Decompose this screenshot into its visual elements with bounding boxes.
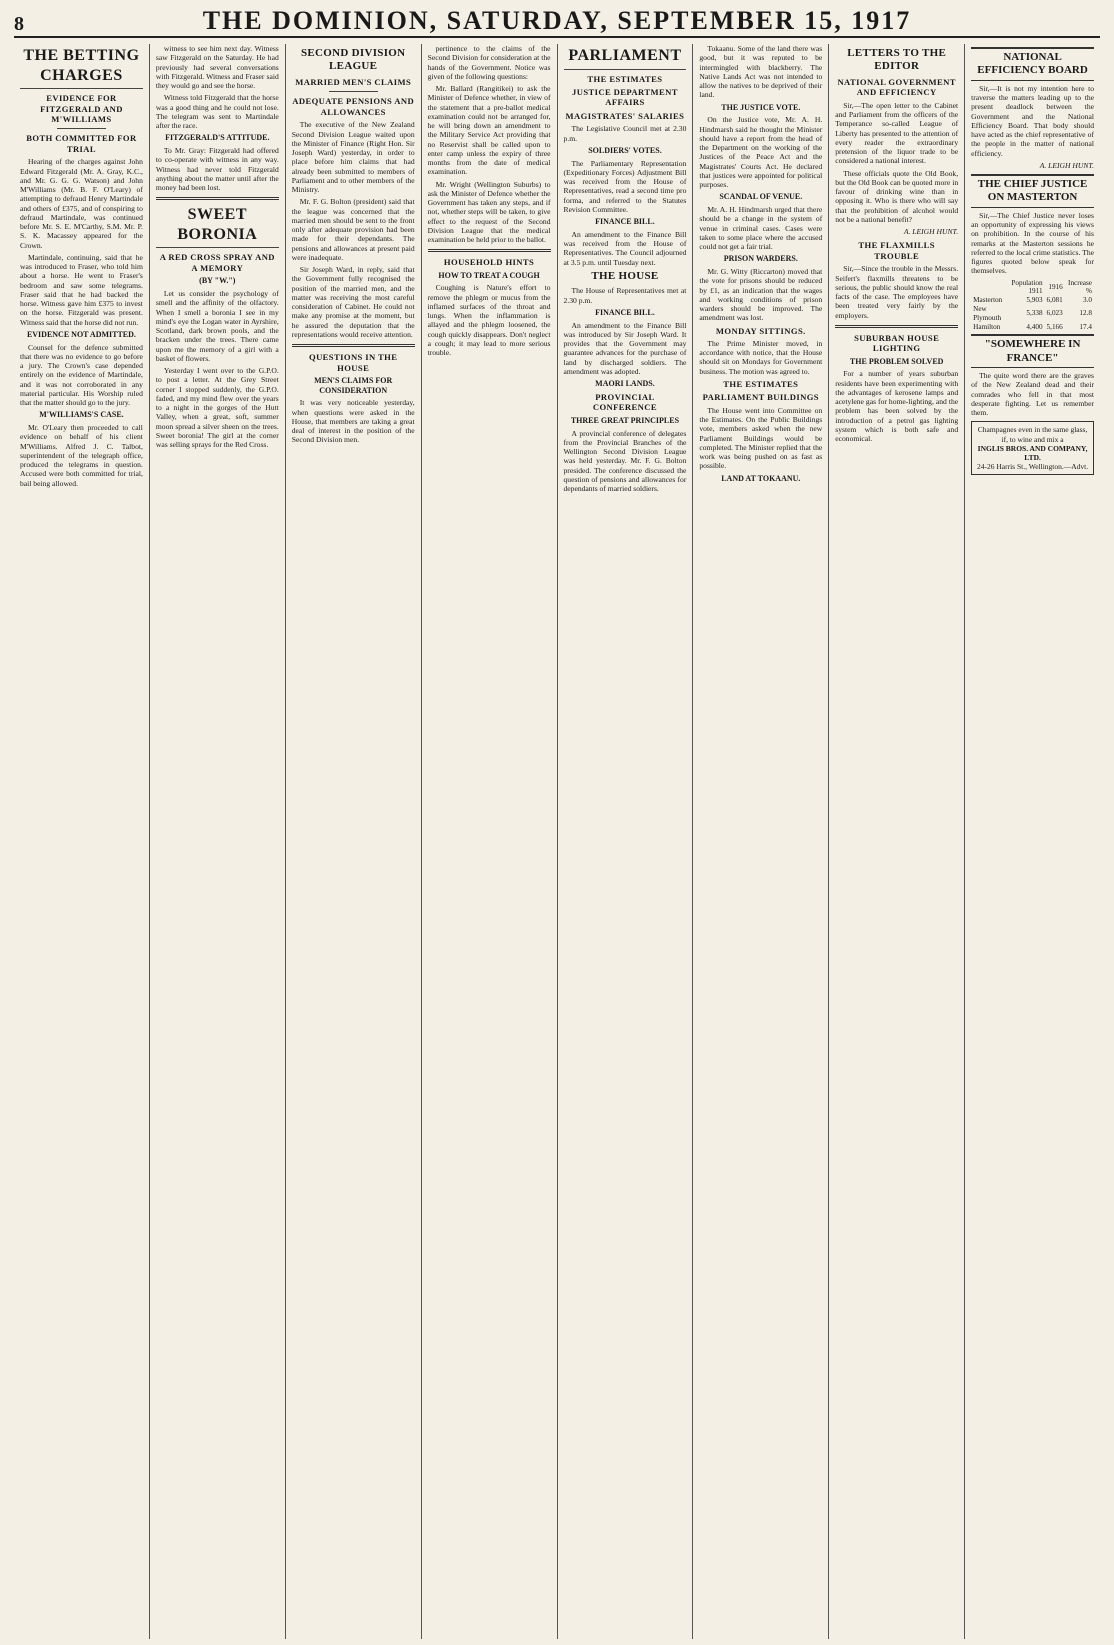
somewhere-in-france-headline: "SOMEWHERE IN FRANCE" bbox=[971, 334, 1094, 368]
section-heading: EVIDENCE NOT ADMITTED. bbox=[26, 329, 136, 339]
masthead bbox=[14, 6, 1100, 38]
article-paragraph: Yesterday I went over to the G.P.O. to post a letter. At the Grey Street corner I stopped suddenly, the G.P.O. faded, and my mind flew over the years to a night in the gorges of the Hutt Valley, when a great, soft, summer moon spread a silver sheen on the trees. Sweet boronia! The girl at the corner was selling sprays for the Red Cross. bbox=[155, 366, 279, 449]
article-paragraph: pertinence to the claims of the Second Division for consideration at the hands of the Government. Notice was given of the following questions: bbox=[427, 44, 551, 81]
article-paragraph: Witness told Fitzgerald that the horse was a good thing and he could not lose. The telegram was sent to Martindale after the race. bbox=[155, 93, 279, 130]
flaxmills-heading: THE FLAXMILLS TROUBLE bbox=[858, 240, 935, 261]
divider bbox=[329, 91, 378, 92]
article-paragraph: These officials quote the Old Book, but the Old Book can be quoted more in favour of drinking wine than in opposing it. Who is there who will say that the prohibition of alcohol would not be a national benefit? bbox=[835, 168, 959, 224]
section-heading: MAORI LANDS. bbox=[595, 379, 655, 389]
article-paragraph: Mr. O'Leary then proceeded to call evidence on behalf of his client M'Williams. Alfred J. C. Talbot, superintendent of the telegraph office, produced the telegrams in question. Accused were both committed for trial, bail being allowed. bbox=[20, 423, 143, 488]
table-cell: Masterton bbox=[973, 296, 1003, 305]
article-paragraph: The House went into Committee on the Estimates. On the Public Buildings vote, members asked when the new Parliament Buildings would be completed. The Minister replied that the work was being pushed on as fast as possible. bbox=[699, 405, 823, 471]
article-paragraph: Sir,—It is not my intention here to traverse the matters leading up to the present deadlock between the Government and the National Efficiency Board. That body should have acted as the chief representative of the people in the matter of national efficiency. bbox=[971, 83, 1094, 158]
article-paragraph: Sir Joseph Ward, in reply, said that the Government fully recognised the position of the married men, and the matter was receiving the most careful consideration of Cabinet. He could not make any promise at the moment, but he assured the deputation that the representations would receive attention. bbox=[291, 265, 415, 339]
ad-company: INGLIS BROS. AND COMPANY, LTD. bbox=[977, 443, 1088, 462]
table-cell: 17.4 bbox=[1079, 322, 1092, 331]
article-paragraph: Sir,—The open letter to the Cabinet and Parliament from the officers of the Temperance so-called League of Liberty has presented to the attention of every reader the extraordinary pretension of the liquor trade to be considered a national interest. bbox=[835, 100, 959, 166]
column-5 bbox=[557, 44, 693, 1639]
table-row bbox=[971, 305, 1094, 323]
population-table bbox=[971, 279, 1094, 332]
section-heading: FITZGERALD'S ATTITUDE. bbox=[165, 133, 270, 143]
article-paragraph: Mr. F. G. Bolton (president) said that the league was concerned that the married men should be sent to the front only after adequate provision had been made for their dependants. The pensions and allowances at present paid were inadequate. bbox=[291, 197, 415, 262]
divider bbox=[57, 128, 106, 129]
article-paragraph: The Parliamentary Representation (Expeditionary Forces) Adjustment Bill was received from the House of Representatives, read a second time pro forma, and referred to the Statutes Revision Committee. bbox=[563, 158, 687, 214]
table-header: 1916 bbox=[1048, 283, 1063, 292]
newspaper-title: THE DOMINION, SATURDAY, SEPTEMBER 15, 1917 bbox=[202, 6, 912, 35]
article-paragraph: An amendment to the Finance Bill was introduced by Sir Joseph Ward. It provides that the Government may guarantee advances for the purchase of land by discharged soldiers. The amendment was adopted. bbox=[563, 320, 687, 376]
table-cell: 6,023 bbox=[1046, 309, 1063, 318]
provincial-conference-heading: PROVINCIAL CONFERENCE bbox=[592, 391, 658, 413]
table-cell: 5,166 bbox=[1046, 322, 1063, 331]
article-paragraph: Sir,—Since the trouble in the Messrs. Seifert's flaxmills threatens to be serious, the public should know the real facts of the case. The employees have been treated very fairly by the employers. bbox=[835, 264, 959, 320]
justice-subhead: JUSTICE DEPARTMENT AFFAIRS bbox=[572, 87, 678, 108]
article-paragraph: Mr. Ballard (Rangitikei) to ask the Minister of Defence whether, in view of the statement that a pre-ballot medical examination could not be arranged for, he will bring down an amendment to the Military Service Act providing that no Reservist shall be called upon to enter camp unless the expiry of three months from the date of medical examination. bbox=[427, 84, 551, 177]
parliament-buildings-heading: PARLIAMENT BUILDINGS bbox=[702, 392, 819, 403]
column-1 bbox=[14, 44, 149, 1639]
advertisement bbox=[971, 421, 1094, 475]
article-paragraph: The quite word there are the graves of the New Zealand dead and their comrades who fell in that most desperate fighting. Let us remember them. bbox=[971, 371, 1094, 418]
pensions-subhead: ADEQUATE PENSIONS AND ALLOWANCES bbox=[292, 96, 415, 117]
divider bbox=[428, 249, 551, 252]
section-heading: M'WILLIAMS'S CASE. bbox=[39, 410, 124, 420]
article-paragraph: For a number of years suburban residents have been experimenting with the advantages of kerosene lamps and acetylene gas for home-lighting, and the problem has been solved by the introduction of a petrol gas lighting system which is both safe and economical. bbox=[835, 369, 959, 444]
betting-subhead-committed: BOTH COMMITTED FOR TRIAL bbox=[26, 133, 137, 154]
section-heading: THE PROBLEM SOLVED bbox=[849, 356, 944, 366]
article-paragraph: It was very noticeable yesterday, when questions were asked in the House, that members are taking a great deal of interest in the position of the Second Division men. bbox=[291, 398, 415, 445]
article-paragraph: Coughing is Nature's effort to remove the phlegm or mucus from the inflamed surfaces of the throat and lungs. When the inflammation is allayed and the phlegm loosened, the cough quickly disappears. Don't neglect a cough; it may lead to more serious trouble. bbox=[427, 283, 551, 358]
chief-justice-headline: THE CHIEF JUSTICE ON MASTERTON bbox=[971, 174, 1094, 208]
article-paragraph: Counsel for the defence submitted that there was no evidence to go before a jury. The Crown's case depended entirely on the evidence of Martindale, and it was not corroborated in any material particular. His Worship ruled that the matter should go to the jury. bbox=[20, 342, 143, 408]
column-3 bbox=[285, 44, 421, 1639]
table-row bbox=[971, 296, 1094, 305]
betting-subhead-evidence: EVIDENCE FOR FITZGERALD AND M'WILLIAMS bbox=[40, 93, 123, 124]
table-header: Increase % bbox=[1068, 278, 1092, 296]
newspaper-columns bbox=[14, 44, 1100, 1639]
sweet-boronia-headline: SWEET BORONIA bbox=[156, 205, 279, 248]
table-cell: 5,338 bbox=[1026, 309, 1043, 318]
table-cell: 6,081 bbox=[1046, 296, 1063, 305]
byline: (BY "W.") bbox=[199, 276, 236, 286]
parliament-headline: PARLIAMENT bbox=[564, 46, 687, 70]
estimates-subhead: THE ESTIMATES bbox=[587, 73, 663, 84]
divider bbox=[835, 325, 958, 328]
table-cell: 5,903 bbox=[1026, 296, 1043, 305]
article-paragraph: To Mr. Gray: Fitzgerald had offered to co-operate with witness in any way. Witness had never told Fitzgerald anything about the matter until after the money had been lost. bbox=[155, 146, 279, 192]
section-heading: SCANDAL OF VENUE. bbox=[719, 192, 803, 202]
column-4 bbox=[421, 44, 557, 1639]
suburban-lighting-heading: SUBURBAN HOUSE LIGHTING bbox=[854, 332, 940, 354]
article-paragraph: The Prime Minister moved, in accordance with notice, that the House should sit on Mondays for Government business. The motion was agreed to. bbox=[699, 338, 823, 376]
article-paragraph: Mr. Wright (Wellington Suburbs) to ask the Minister of Defence whether the Government has taken any steps, and if not, whether steps will be taken, to give effect to the request of the Second Division League that the medical examination be held prior to the ballot. bbox=[427, 179, 551, 244]
married-mens-claims-subhead: MARRIED MEN'S CLAIMS bbox=[295, 76, 412, 87]
table-cell: 12.8 bbox=[1079, 309, 1092, 318]
article-paragraph: Mr. G. Witty (Riccarton) moved that the vote for prisons should be reduced by £1, as an indication that the wages and working conditions of prison warders should be improved. The amendment was lost. bbox=[699, 267, 823, 323]
monday-sittings-heading: MONDAY SITTINGS. bbox=[715, 325, 806, 336]
betting-charges-headline: THE BETTING CHARGES bbox=[20, 46, 143, 89]
article-paragraph: An amendment to the Finance Bill was received from the House of Representatives. The Council adjourned at 3.5 p.m. until Tuesday next. bbox=[563, 229, 687, 267]
efficiency-board-headline: NATIONAL EFFICIENCY BOARD bbox=[971, 47, 1094, 81]
the-house-heading: THE HOUSE bbox=[591, 269, 659, 282]
second-division-headline: SECOND DIVISION LEAGUE bbox=[300, 47, 406, 73]
section-heading: FINANCE BILL. bbox=[595, 307, 655, 317]
article-paragraph: Hearing of the charges against John Edward Fitzgerald (Mr. A. Gray, K.C., and Mr. G. G. G. Watson) and John M'Williams (Mr. B. F. O'Leary) of attempting to defraud Henry Martindale and others of £375, and of conspiring to defraud Martindale, was continued before Mr. S. E. M'Carthy, S.M. Mr. P. S. K. Macassey appeared for the Crown. bbox=[20, 157, 143, 250]
household-hints-heading: HOUSEHOLD HINTS bbox=[443, 257, 535, 268]
column-6 bbox=[692, 44, 828, 1639]
article-paragraph: Let us consider the psychology of smell and the affinity of the olfactory. When I smell a boronia I see in my mind's eye the Logan water in Ayrshire, Scotland, dark brown pools, and the bracken under the trees. There came upon me the memory of a girl with a basket of flowers. bbox=[155, 289, 279, 363]
section-heading: FINANCE BILL. bbox=[595, 217, 655, 227]
table-row bbox=[971, 323, 1094, 332]
section-heading: HOW TO TREAT A COUGH bbox=[438, 270, 540, 280]
letter-signature: A. LEIGH HUNT. bbox=[903, 227, 959, 237]
table-header: Population 1911 bbox=[1011, 278, 1043, 296]
section-heading: LAND AT TOKAANU. bbox=[721, 473, 801, 483]
section-heading: THE JUSTICE VOTE. bbox=[721, 102, 801, 112]
table-cell: 4,400 bbox=[1026, 322, 1043, 331]
article-paragraph: The executive of the New Zealand Second Division League waited upon the Minister of Finance (Right Hon. Sir Joseph Ward) yesterday, in order to place before him claims that had already been submitted to members of Parliament and to other members of the Ministry. bbox=[291, 120, 415, 195]
article-paragraph: The House of Representatives met at 2.30 p.m. bbox=[563, 286, 687, 305]
column-7 bbox=[828, 44, 964, 1639]
page-number: 8 bbox=[14, 13, 24, 35]
divider bbox=[156, 197, 279, 200]
national-government-subhead: NATIONAL GOVERNMENT AND EFFICIENCY bbox=[837, 76, 956, 98]
ad-address: 24-26 Harris St., Wellington.—Advt. bbox=[976, 461, 1089, 471]
article-paragraph: Tokaanu. Some of the land there was good, but it was reputed to be intermingled with blackberry. The Native Lands Act was not intended to allow the natives to be deprived of their land. bbox=[699, 44, 823, 100]
table-cell: 3.0 bbox=[1083, 296, 1092, 305]
section-heading: SOLDIERS' VOTES. bbox=[588, 145, 662, 155]
section-heading: MEN'S CLAIMS FOR CONSIDERATION bbox=[314, 375, 393, 395]
ad-text: Champagnes even in the same glass, if, to wine and mix a bbox=[977, 425, 1088, 444]
section-heading: PRISON WARDERS. bbox=[723, 254, 798, 264]
boronia-subhead: A RED CROSS SPRAY AND A MEMORY bbox=[159, 252, 275, 273]
article-paragraph: On the Justice vote, Mr. A. H. Hindmarsh said he thought the Minister should have a report from the head of the Department on the working of the Justices of the Peace Act and the Magistrates' Courts Act. He declared that justices were appointed for political purposes. bbox=[699, 115, 823, 189]
magistrates-subhead: MAGISTRATES' SALARIES bbox=[565, 110, 685, 121]
letter-signature: A. LEIGH HUNT. bbox=[1039, 160, 1094, 170]
article-paragraph: Mr. A. H. Hindmarsh urged that there should be a change in the system of venue in criminal cases. Cases were taken to some place where the accused could not get a fair trial. bbox=[699, 205, 823, 251]
letters-headline: LETTERS TO THE EDITOR bbox=[847, 47, 947, 73]
table-header bbox=[971, 279, 1007, 297]
table-header-row bbox=[971, 279, 1094, 297]
estimates-heading: THE ESTIMATES bbox=[723, 378, 799, 389]
article-paragraph: A provincial conference of delegates from the Provincial Branches of the Wellington Second Division League was held yesterday. Mr. F. G. Bolton presided. The conference discussed the question of pensions and allowances for dependants of married soldiers. bbox=[563, 428, 687, 494]
article-paragraph: Sir,—The Chief Justice never loses an opportunity of expressing his views on prohibition. In the course of his remarks at the Masterton sessions he referred to the local crime statistics. The figures quoted below speak for themselves. bbox=[971, 210, 1094, 276]
questions-house-heading: QUESTIONS IN THE HOUSE bbox=[308, 352, 398, 373]
article-paragraph: Martindale, continuing, said that he was introduced to Fraser, who told him about a horse. He went to Fraser's bedroom and saw some telegrams. Fraser said that he had backed the horse. Witness gave him £375 to invest on the horse. Fitzgerald was present. Witness said that the horse did not run. bbox=[20, 252, 143, 327]
table-cell: New Plymouth bbox=[973, 304, 1002, 322]
table-cell: Hamilton bbox=[973, 322, 1001, 331]
section-heading: THREE GREAT PRINCIPLES bbox=[570, 415, 680, 425]
article-paragraph: witness to see him next day. Witness saw Fitzgerald on the Saturday. He had previously had several conversations with Fitzgerald. Witness and Fraser said they would go and see the horse. bbox=[155, 44, 279, 90]
column-2 bbox=[149, 44, 285, 1639]
divider bbox=[292, 344, 415, 347]
column-8 bbox=[964, 44, 1100, 1639]
article-paragraph: The Legislative Council met at 2.30 p.m. bbox=[563, 124, 687, 143]
